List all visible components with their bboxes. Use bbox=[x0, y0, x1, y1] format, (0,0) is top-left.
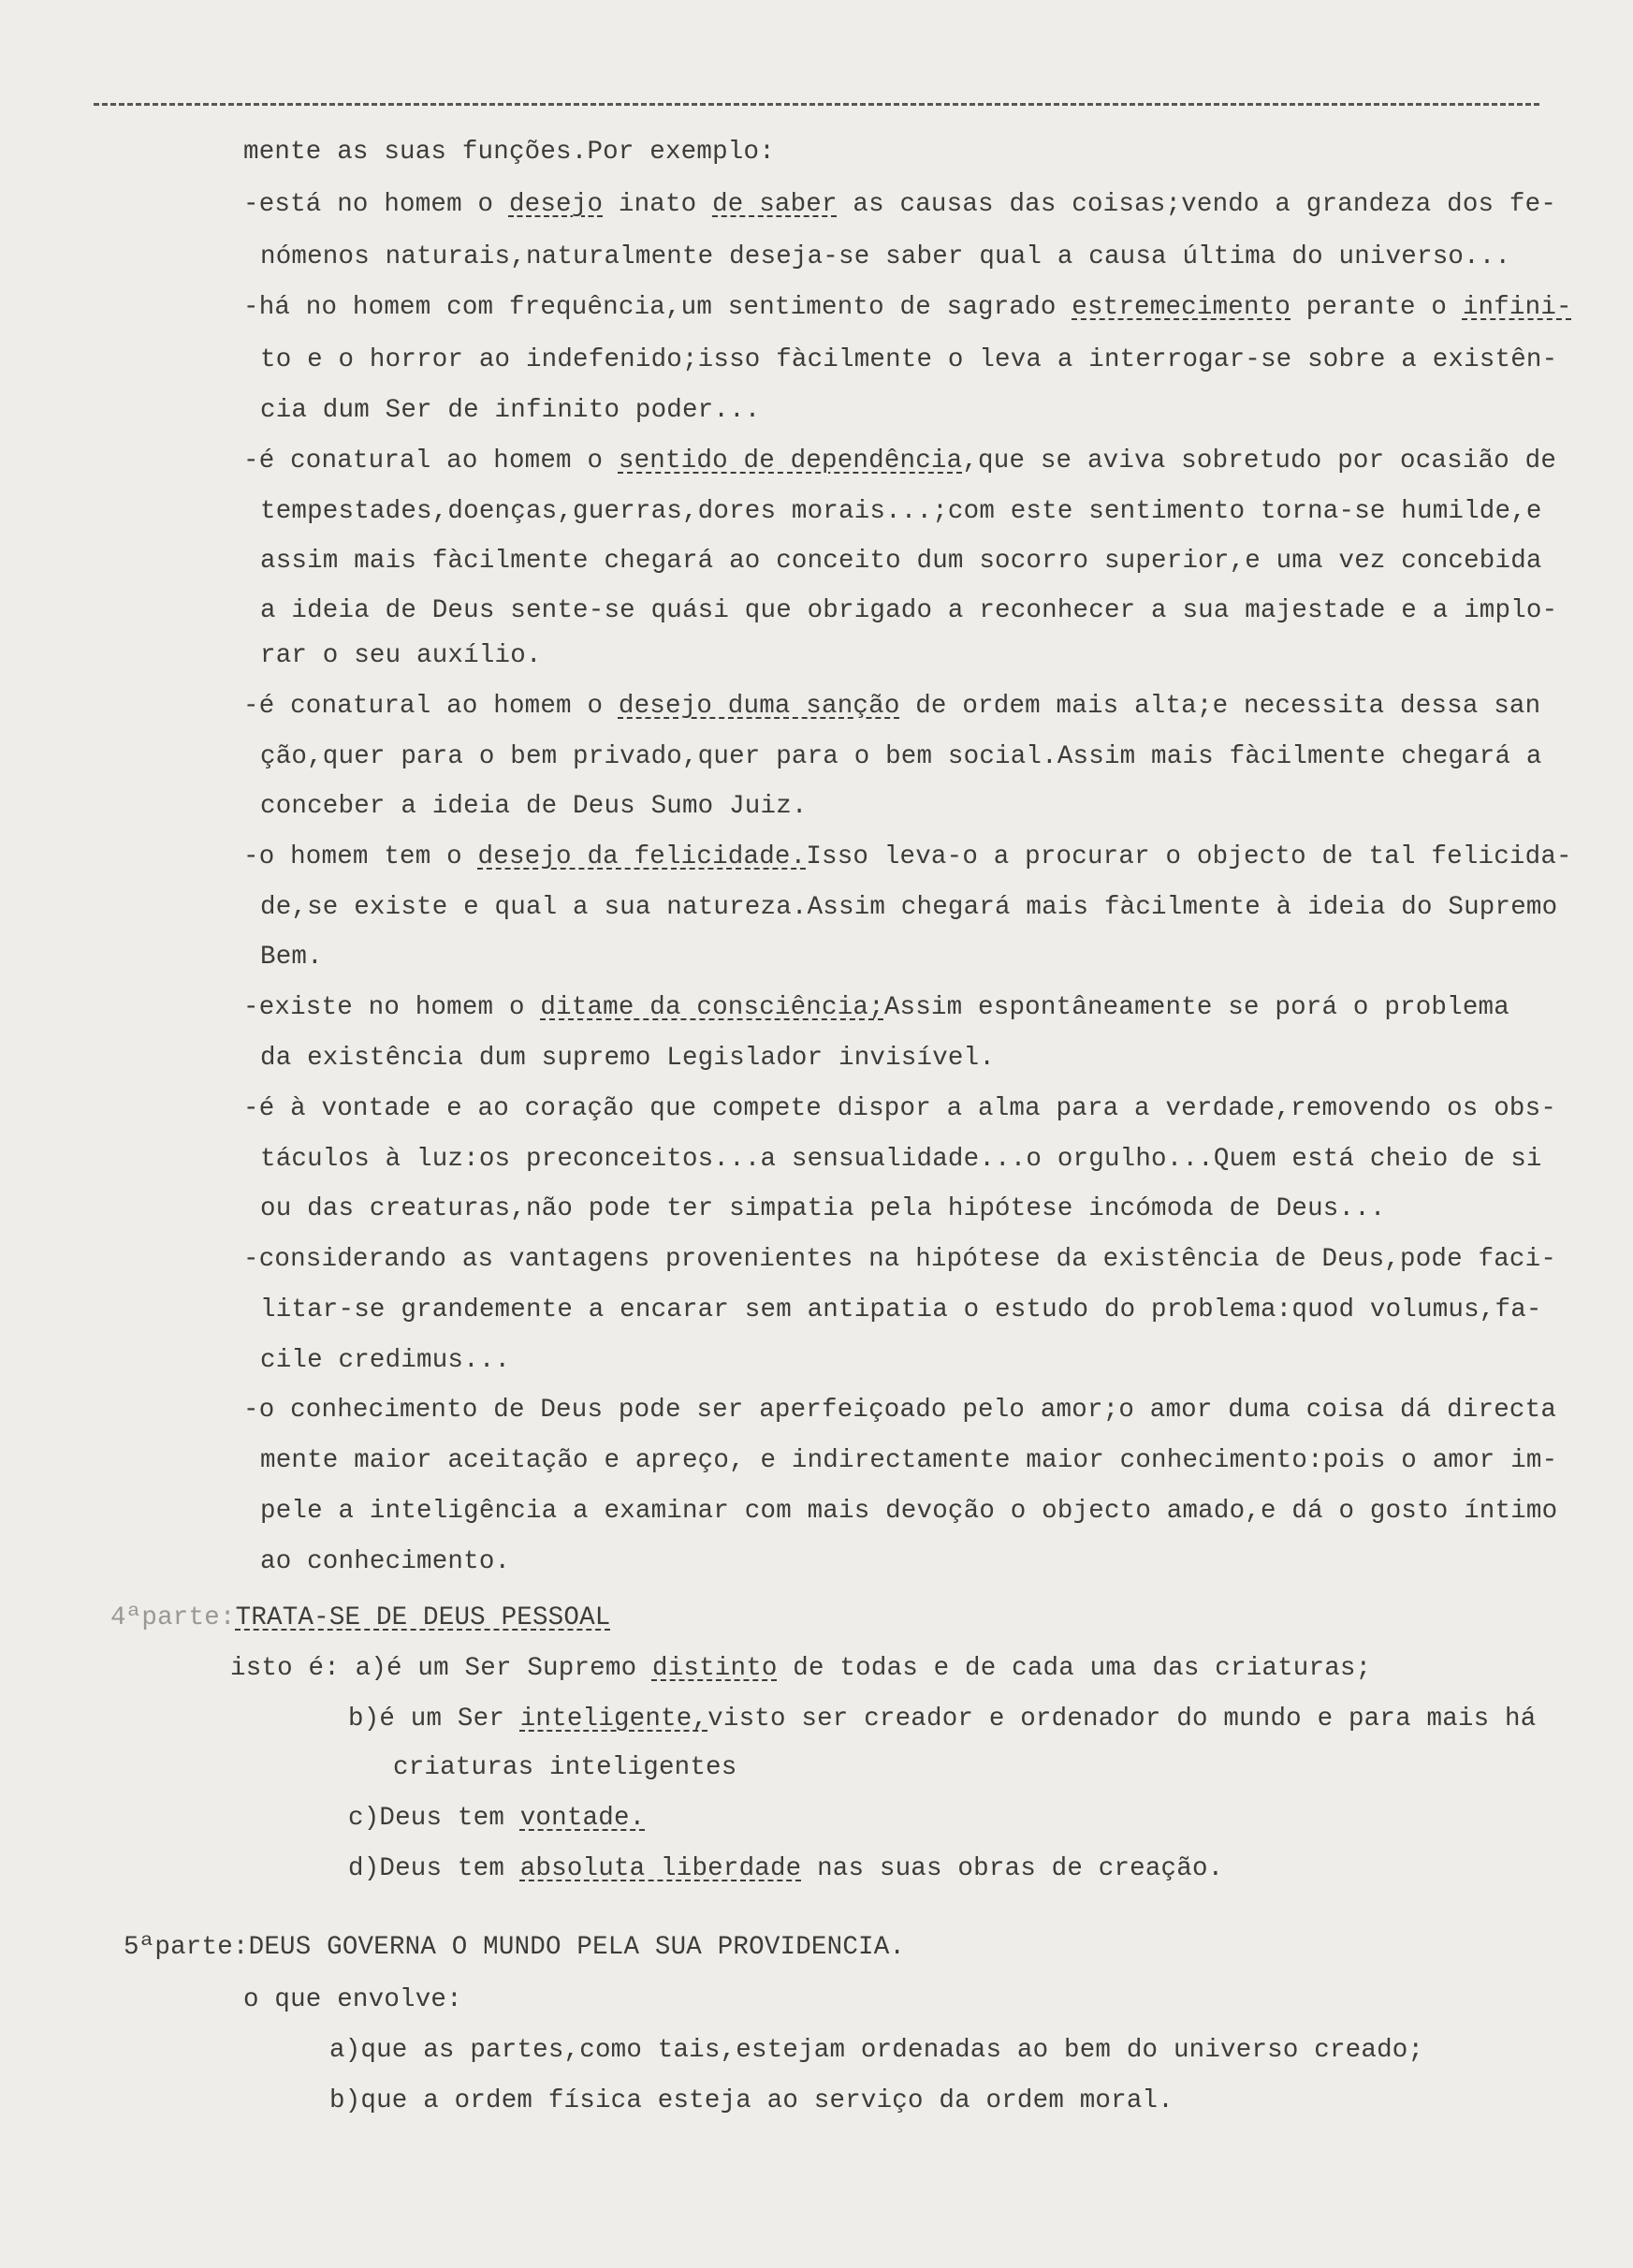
part4-item-b: b)é um Ser inteligente,visto ser creador e ordenador do mundo e para mais há bbox=[348, 1705, 1537, 1734]
text-line: táculos à luz:os preconceitos...a sensualidade...o orgulho...Quem está cheio de si bbox=[260, 1145, 1542, 1174]
part5-label: 5ªparte: bbox=[124, 1933, 249, 1962]
part4-intro: isto é: a)é um Ser Supremo distinto de todas e de cada uma das criaturas; bbox=[230, 1654, 1372, 1683]
part5-title: DEUS GOVERNA O MUNDO PELA SUA PROVIDENCIA. bbox=[248, 1933, 906, 1962]
text-line: -é conatural ao homem o sentido de dependência,que se aviva sobretudo por ocasião de bbox=[243, 446, 1557, 476]
text-line: -é conatural ao homem o desejo duma sanção de ordem mais alta;e necessita dessa san bbox=[243, 692, 1541, 721]
part5-item-b: b)que a ordem física esteja ao serviço da ordem moral. bbox=[329, 2086, 1174, 2115]
text-line: assim mais fàcilmente chegará ao conceito dum socorro superior,e uma vez concebida bbox=[260, 547, 1542, 576]
text-line: de,se existe e qual a sua natureza.Assim chegará mais fàcilmente à ideia do Supremo bbox=[260, 893, 1558, 922]
text-line: -existe no homem o ditame da consciência;Assim espontâneamente se porá o problema bbox=[243, 993, 1509, 1022]
part5-intro: o que envolve: bbox=[243, 1985, 462, 2014]
text-line: litar-se grandemente a encarar sem antipatia o estudo do problema:quod volumus,fa- bbox=[260, 1295, 1542, 1324]
text-line: mente as suas funções.Por exemplo: bbox=[243, 138, 775, 167]
text-line: pele a inteligência a examinar com mais devoção o objecto amado,e dá o gosto íntimo bbox=[260, 1497, 1558, 1526]
text-line: cia dum Ser de infinito poder... bbox=[260, 396, 761, 425]
text-line: -há no homem com frequência,um sentimento de sagrado estremecimento perante o infini- bbox=[243, 293, 1572, 322]
text-line: cile credimus... bbox=[260, 1346, 511, 1375]
text-line: ao conhecimento. bbox=[260, 1547, 511, 1576]
part4-item-c: c)Deus tem vontade. bbox=[348, 1804, 646, 1833]
text-line: to e o horror ao indefenido;isso fàcilmente o leva a interrogar-se sobre a existên- bbox=[260, 345, 1558, 374]
text-line: mente maior aceitação e apreço, e indirectamente maior conhecimento:pois o amor im- bbox=[260, 1446, 1558, 1475]
text-line: a ideia de Deus sente-se quási que obrigado a reconhecer a sua majestade e a implo- bbox=[260, 596, 1558, 625]
part4-heading bbox=[110, 1602, 611, 1634]
text-line: conceber a ideia de Deus Sumo Juiz. bbox=[260, 792, 808, 821]
text-line: ou das creaturas,não pode ter simpatia pela hipótese incómoda de Deus... bbox=[260, 1194, 1386, 1223]
text-line: -está no homem o desejo inato de saber as causas das coisas;vendo a grandeza dos fe- bbox=[243, 190, 1557, 219]
text-line: nómenos naturais,naturalmente deseja-se saber qual a causa última do universo... bbox=[260, 242, 1511, 271]
text-line: -o conhecimento de Deus pode ser aperfeiçoado pelo amor;o amor duma coisa dá directa bbox=[243, 1396, 1557, 1425]
text-line: rar o seu auxílio. bbox=[260, 641, 542, 670]
part5-item-a: a)que as partes,como tais,estejam ordenadas ao bem do universo creado; bbox=[329, 2036, 1424, 2065]
text-line: -é à vontade e ao coração que compete dispor a alma para a verdade,removendo os obs- bbox=[243, 1094, 1557, 1123]
part5-heading bbox=[124, 1932, 905, 1964]
part4-item-b-cont: criaturas inteligentes bbox=[393, 1753, 737, 1782]
text-line: ção,quer para o bem privado,quer para o bem social.Assim mais fàcilmente chegará a bbox=[260, 742, 1542, 771]
part4-item-d: d)Deus tem absoluta liberdade nas suas obras de creação. bbox=[348, 1854, 1224, 1883]
text-line: -o homem tem o desejo da felicidade.Isso leva-o a procurar o objecto de tal felicida- bbox=[243, 842, 1572, 871]
text-line: tempestades,doenças,guerras,dores morais...;com este sentimento torna-se humilde,e bbox=[260, 497, 1542, 526]
top-rule bbox=[94, 103, 1539, 106]
part4-title: TRATA-SE DE DEUS PESSOAL bbox=[235, 1603, 611, 1632]
part4-label: 4ªparte: bbox=[110, 1603, 236, 1632]
text-line: da existência dum supremo Legislador invisível. bbox=[260, 1044, 996, 1073]
text-line: Bem. bbox=[260, 943, 323, 972]
text-line: -considerando as vantagens provenientes na hipótese da existência de Deus,pode faci- bbox=[243, 1245, 1557, 1274]
